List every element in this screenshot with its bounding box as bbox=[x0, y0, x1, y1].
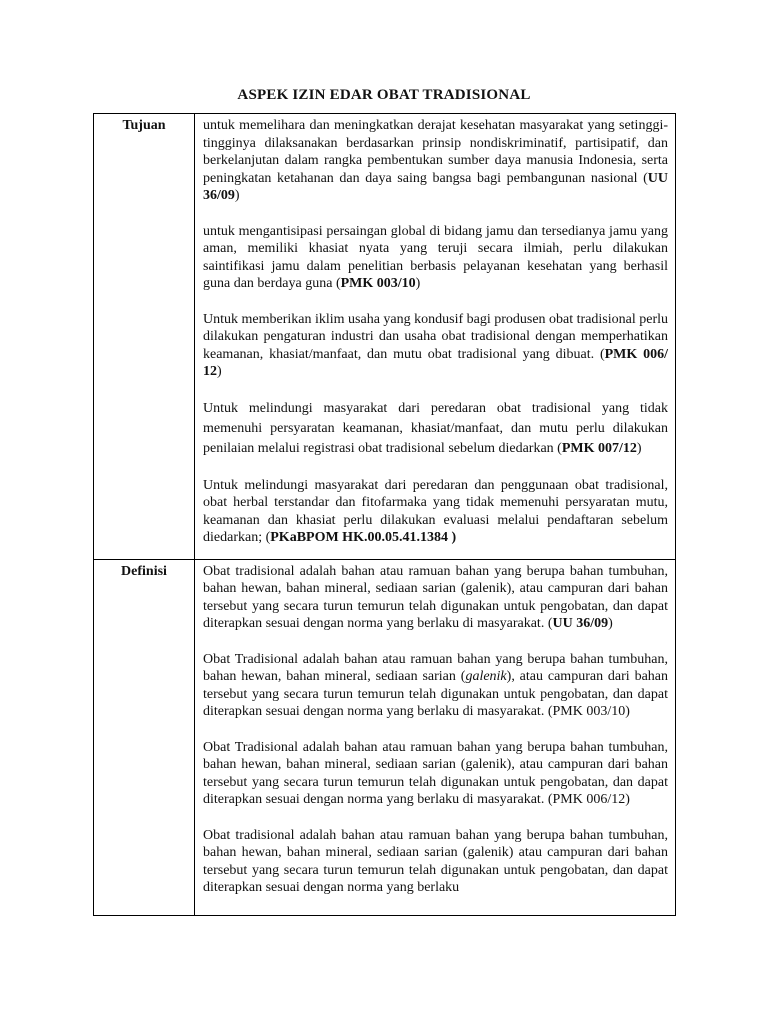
row-content-cell bbox=[195, 559, 676, 915]
row-label-tujuan: Tujuan bbox=[122, 118, 166, 133]
row-label-cell bbox=[94, 559, 195, 915]
paragraph: Obat Tradisional adalah bahan atau ramuan bahan yang berupa bahan tumbuhan, bahan hewan, bahan mineral, sediaan sarian (galenik), atau campuran dari bahan tersebut yang secara turun temurun telah digunakan untuk pengobatan, dan dapat diterapkan sesuai dengan norma yang berlaku di masyarakat. (PMK 003/10) bbox=[203, 651, 668, 719]
paragraph: Untuk melindungi masyarakat dari peredaran dan penggunaan obat tradisional, obat herbal terstandar dan fitofarmaka yang tidak memenuhi persyaratan mutu, keamanan dan khasiat perlu dilakukan evaluasi melalui pendaftaran sebelum diedarkan; (PKaBPOM HK.00.05.41.1384 ) bbox=[203, 477, 668, 545]
legal-reference: PKaBPOM HK.00.05.41.1384 ) bbox=[270, 530, 457, 545]
row-label-definisi: Definisi bbox=[121, 563, 167, 579]
paragraph: Obat tradisional adalah bahan atau ramuan bahan yang berupa bahan tumbuhan, bahan hewan, bahan mineral, sediaan sarian (galenik) atau campuran dari bahan tersebut yang secara turun temurun telah digunakan untuk pengobatan, dan dapat diterapkan sesuai dengan norma yang berlaku bbox=[203, 827, 668, 895]
aspect-table bbox=[93, 113, 676, 916]
legal-reference: PMK 003/10 bbox=[340, 276, 416, 291]
paragraph: untuk mengantisipasi persaingan global di bidang jamu dan tersedianya jamu yang aman, memiliki khasiat nyata yang teruji secara ilmiah, perlu dilakukan saintifikasi jamu dalam penelitian berbasis pelayanan kesehatan yang berhasil guna dan berdaya guna (PMK 003/10) bbox=[203, 223, 668, 291]
legal-reference: PMK 006/ 12 bbox=[203, 346, 669, 379]
table-row-tujuan bbox=[94, 114, 676, 560]
row-label-cell bbox=[94, 114, 195, 560]
paragraph: Obat tradisional adalah bahan atau ramuan bahan yang berupa bahan tumbuhan, bahan hewan, bahan mineral, sediaan sarian (galenik), atau campuran dari bahan tersebut yang secara turun temurun telah digunakan untuk pengobatan, dan dapat diterapkan sesuai dengan norma yang berlaku di masyarakat. (UU 36/09) bbox=[203, 563, 668, 631]
legal-reference: UU 36/09 bbox=[203, 170, 668, 203]
legal-reference: PMK 007/12 bbox=[561, 440, 637, 456]
legal-reference: UU 36/09 bbox=[552, 616, 609, 631]
row-content-cell bbox=[195, 114, 676, 560]
paragraph: Obat Tradisional adalah bahan atau ramuan bahan yang berupa bahan tumbuhan, bahan hewan, bahan mineral, sediaan sarian (galenik), atau campuran dari bahan tersebut yang secara turun temurun telah digunakan untuk pengobatan, dan dapat diterapkan sesuai dengan norma yang berlaku di masyarakat. (PMK 006/12) bbox=[203, 739, 668, 807]
table-row-definisi bbox=[94, 559, 676, 915]
paragraph: Untuk melindungi masyarakat dari peredaran obat tradisional yang tidak memenuhi persyaratan keamanan, khasiat/manfaat, dan mutu perlu dilakukan penilaian melalui registrasi obat tradisional sebelum diedarkan (PMK 007/12) bbox=[203, 400, 668, 456]
paragraph: untuk memelihara dan meningkatkan derajat kesehatan masyarakat yang setinggi-tingginya dilaksanakan berdasarkan prinsip nondiskriminatif, partisipatif, dan berkelanjutan dalam rangka pembentukan sumber daya manusia Indonesia, serta peningkatan ketahanan dan daya saing bangsa bagi pembangunan nasional (UU 36/09) bbox=[203, 118, 668, 203]
italic-term: galenik bbox=[465, 669, 507, 684]
document-title: ASPEK IZIN EDAR OBAT TRADISIONAL bbox=[237, 87, 531, 103]
paragraph: Untuk memberikan iklim usaha yang kondusif bagi produsen obat tradisional perlu dilakukan pengaturan industri dan usaha obat tradisional dengan memperhatikan keamanan, khasiat/manfaat, dan mutu obat tradisional yang dibuat. (PMK 006/ 12) bbox=[203, 311, 669, 379]
